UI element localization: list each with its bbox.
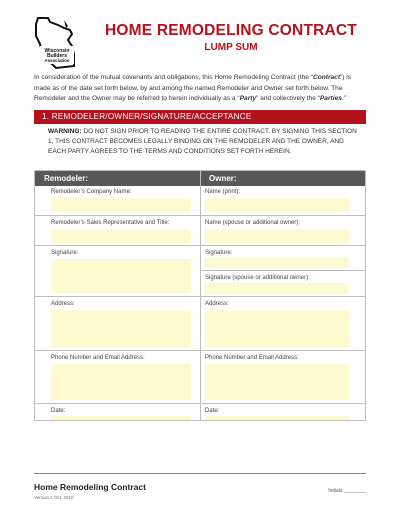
owner-date-field[interactable] [205, 416, 349, 420]
remodeler-company-field[interactable] [51, 198, 191, 212]
remodeler-header: Remodeler: [44, 174, 89, 183]
contract-subtitle: LUMP SUM [204, 42, 258, 53]
row-divider [35, 350, 365, 351]
contract-term: Contract [312, 74, 341, 81]
logo-line-2: Builders [46, 53, 68, 59]
remodeler-signature-label: Signature: [51, 250, 79, 256]
remodeler-contact-label: Phone Number and Email Address: [51, 355, 145, 361]
row-divider [35, 245, 365, 246]
owner-signature2-label: Signature (spouse or additional owner): [205, 275, 310, 281]
remodeler-address-label: Address: [51, 301, 75, 307]
footer-title: Home Remodeling Contract [34, 482, 146, 492]
owner-name2-field[interactable] [205, 229, 349, 243]
remodeler-contact-field[interactable] [51, 364, 191, 400]
logo-line-1: Wisconsin [44, 48, 70, 54]
remodeler-rep-field[interactable] [51, 229, 191, 243]
warning-text: WARNING: DO NOT SIGN PRIOR TO READING THE ENTIRE CONTRACT. BY SIGNING THIS SECTION 1, THIS CONTRACT BECOMES LEGALLY BINDING ON THE REMODELER AND THE OWNER, AND EACH PARTY AGREES TO THE TERMS AND CONDITIONS SET FORTH HEREIN. [48, 128, 357, 155]
signature-form [34, 170, 366, 421]
row-divider [35, 403, 365, 404]
footer-version: Version 1 Oct. 2010 [34, 495, 74, 500]
owner-name2-label: Name (spouse or additional owner): [205, 220, 301, 226]
owner-contact-label: Phone Number and Email Address: [205, 355, 299, 361]
owner-address-field[interactable] [205, 310, 349, 347]
owner-name-field[interactable] [205, 198, 349, 212]
parties-term: Parties [319, 95, 342, 102]
owner-date-label: Date: [205, 408, 220, 414]
row-divider [35, 296, 365, 297]
remodeler-rep-label: Remodeler’s Sales Representative and Title: [51, 220, 170, 226]
party-term: Party [239, 95, 257, 102]
owner-signature-field[interactable] [205, 258, 349, 268]
remodeler-address-field[interactable] [51, 310, 191, 347]
owner-signature2-field[interactable] [205, 283, 349, 294]
owner-name-label: Name (print): [205, 189, 241, 195]
logo-line-3: Association [44, 58, 70, 63]
remodeler-company-label: Remodeler’s Company Name: [51, 189, 132, 195]
footer-divider [34, 473, 366, 474]
remodeler-date-label: Date: [51, 408, 66, 414]
footer-initials: Initials ________ [328, 488, 366, 494]
row-divider [35, 215, 365, 216]
owner-header: Owner: [209, 174, 237, 183]
remodeler-date-field[interactable] [51, 416, 191, 420]
row-divider [201, 270, 365, 271]
section-heading: 1. REMODELER/OWNER/SIGNATURE/ACCEPTANCE [34, 110, 366, 124]
contract-title: HOME REMODELING CONTRACT [105, 22, 357, 39]
owner-contact-field[interactable] [205, 364, 349, 400]
remodeler-signature-field[interactable] [51, 259, 191, 293]
owner-address-label: Address: [205, 301, 229, 307]
intro-paragraph: In consideration of the mutual covenants and obligations, this Home Remodeling Contract (the “Contract”) is made as of the date set forth below, by and among the named Remodeler and Owner set forth below. The Remodeler and the Owner may be referred to herein individually as a “Party” and collectively the “Parties.” [34, 74, 352, 102]
wba-logo [34, 16, 78, 72]
warning-label: WARNING: [48, 128, 82, 135]
owner-signature-label: Signature: [205, 250, 233, 256]
